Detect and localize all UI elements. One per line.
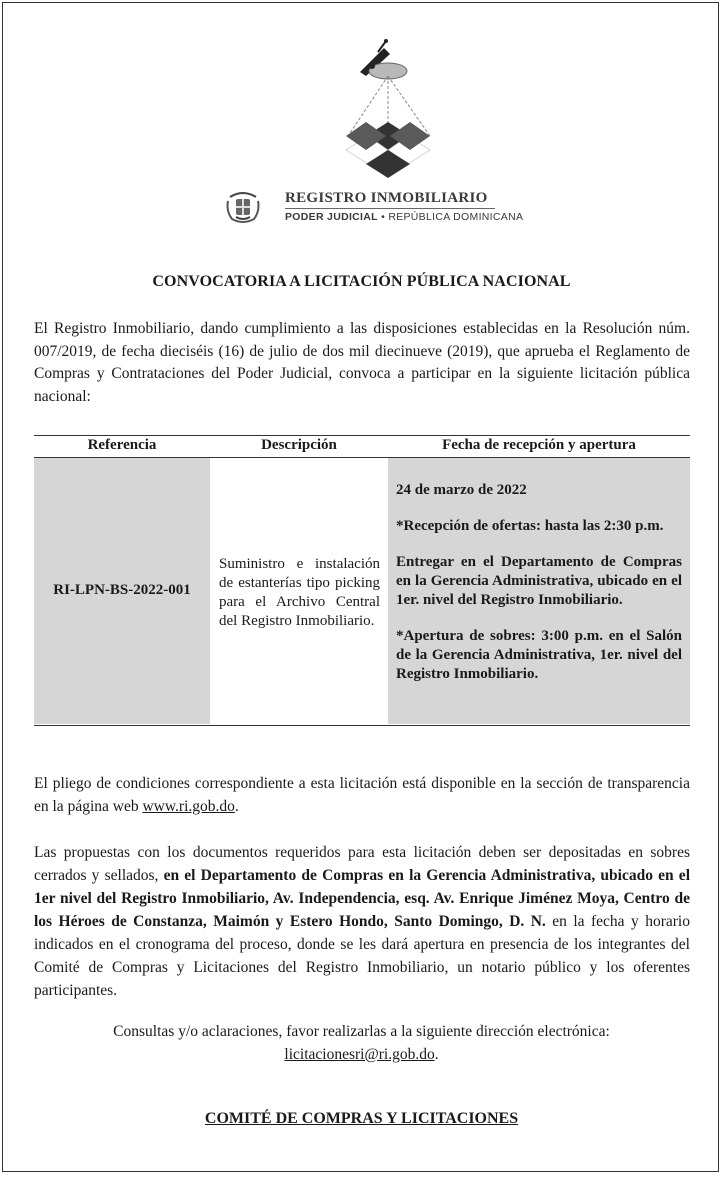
opening-line: *Apertura de sobres: 3:00 p.m. en el Salón de la Gerencia Administrativa, 1er. nivel del Registro Inmobiliario.	[396, 628, 682, 682]
table-header-description: Descripción	[261, 437, 337, 453]
conditions-paragraph	[34, 772, 690, 818]
signature: COMITÉ DE COMPRAS Y LICITACIONES	[204, 1110, 519, 1127]
description-value: Suministro e instalación de estanterías tipo picking para el Archivo Central del Registro Inmobiliario.	[219, 556, 380, 629]
table-top-rule	[34, 435, 690, 436]
brand-sub-bold: PODER JUDICIAL	[285, 211, 378, 223]
intro-paragraph: El Registro Inmobiliario, dando cumplimiento a las disposiciones establecidas en la Resolución núm. 007/2019, de fecha dieciséis (16) de julio de dos mil diecinueve (2019), que aprueba el Reglamento de Compras y Contrataciones del Poder Judicial, convoca a participar en la siguiente licitación pública nacional:	[34, 320, 690, 405]
contact-email-row	[0, 1043, 723, 1066]
registro-inmobiliario-logo-icon	[338, 38, 448, 188]
conditions-text: El pliego de condiciones correspondiente a esta licitación está disponible en la sección de transparencia en la página web	[34, 775, 690, 815]
date-details	[396, 481, 682, 701]
contact-email-link[interactable]: licitacionesri@ri.gob.do	[284, 1046, 435, 1063]
proposals-location: en el Departamento de Compras en la Gerencia Administrativa, ubicado en el 1er nivel del Registro Inmobiliario, Av. Independencia, esq. Av. Enrique Jiménez Moya, Centro de los Héroes de Constanza, Maimón y Estero Hondo, Santo Domingo, D. N.	[34, 867, 690, 930]
reference-value: RI-LPN-BS-2022-001	[53, 582, 191, 598]
contact-email-end: .	[434, 1046, 439, 1063]
date-line: 24 de marzo de 2022	[396, 482, 527, 498]
table-bottom-rule	[34, 725, 690, 726]
contact-line: Consultas y/o aclaraciones, favor realizarlas a la siguiente dirección electrónica:	[113, 1023, 610, 1040]
contact-block	[0, 1020, 723, 1066]
proposals-paragraph	[34, 841, 690, 1002]
page-title: CONVOCATORIA A LICITACIÓN PÚBLICA NACIONAL	[152, 273, 571, 290]
brand-sub-rest: REPÚBLICA DOMINICANA	[388, 211, 524, 223]
proposals-end: en la fecha y horario indicados en el cronograma del proceso, donde se les dará apertura en presencia de los integrantes del Comité de Compras y Licitaciones del Registro Inmobiliario, un notario público y los oferentes participantes.	[34, 913, 690, 999]
coat-of-arms-icon	[224, 187, 262, 225]
conditions-end: .	[234, 798, 239, 815]
brand-sub-separator: •	[377, 211, 389, 223]
delivery-line: Entregar en el Departamento de Compras en la Gerencia Administrativa, ubicado en el 1er. nivel del Registro Inmobiliario.	[396, 554, 682, 608]
table-header-reference: Referencia	[87, 437, 157, 453]
brand-name: REGISTRO INMOBILIARIO	[285, 190, 488, 206]
proposals-start: Las propuestas con los documentos requeridos para esta licitación deben ser depositadas en sobres cerrados y sellados,	[34, 844, 690, 884]
website-link[interactable]: www.ri.gob.do	[142, 798, 235, 815]
table-header-rule	[34, 457, 690, 458]
brand-subtitle	[285, 211, 523, 223]
reception-line: *Recepción de ofertas: hasta las 2:30 p.m.	[396, 518, 664, 534]
brand-divider	[285, 208, 495, 209]
table-header-date: Fecha de recepción y apertura	[442, 437, 636, 453]
